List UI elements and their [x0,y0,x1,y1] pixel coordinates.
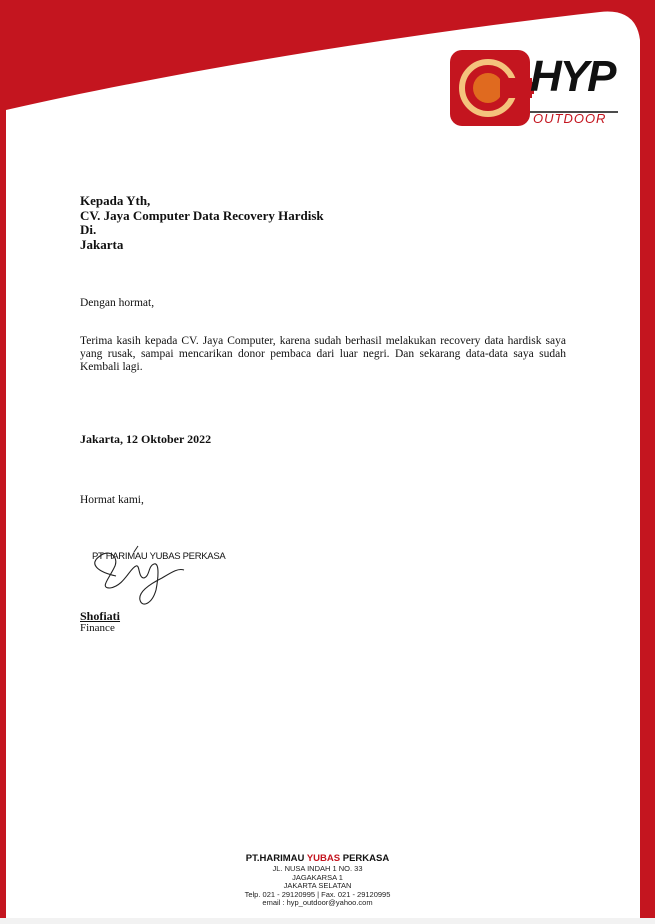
footer-address: JAGAKARSA 1 [292,872,343,882]
footer-company-prefix: PT.HARIMAU [245,853,307,864]
signer-name: Shofiati [80,609,121,623]
footer-company-suffix: PERKASA [340,853,390,864]
footer-address: JL. NUSA INDAH 1 NO. 33 [272,864,363,873]
recipient-city: Jakarta [80,236,124,252]
footer-email: email : hyp_outdoor@yahoo.com [262,898,373,908]
signature [80,528,210,608]
logo-subtitle: OUTDOOR [533,111,607,126]
signer-title: Finance [80,622,115,634]
closing: Hormat kami, [80,494,144,506]
date-line: Jakarta, 12 Oktober 2022 [80,432,212,446]
recipient-company: CV. Jaya Computer Data Recovery Hardisk [80,207,324,223]
company-stamp: PT HARIMAU YUBAS PERKASA [92,551,226,562]
recipient-line: Di. [80,222,97,237]
footer-address: JAKARTA SELATAN [283,881,352,891]
footer [0,852,635,908]
footer-company-highlight: YUBAS [306,853,341,864]
recipient-block [80,194,324,252]
footer-phone: Telp. 021 - 29120995 | Fax. 021 - 29120995 [244,889,391,899]
greeting: Dengan hormat, [80,297,155,309]
recipient-line: Kepada Yth, [80,193,151,208]
letter-body: Terima kasih kepada CV. Jaya Computer, karena sudah berhasil melakukan recovery data hardisk saya yang rusak, sampai mencarikan donor pembaca dari luar negri. Dan sekarang data-data saya sudah Kembali lagi. [80,335,566,373]
logo-wordmark: HYP [530,52,615,101]
